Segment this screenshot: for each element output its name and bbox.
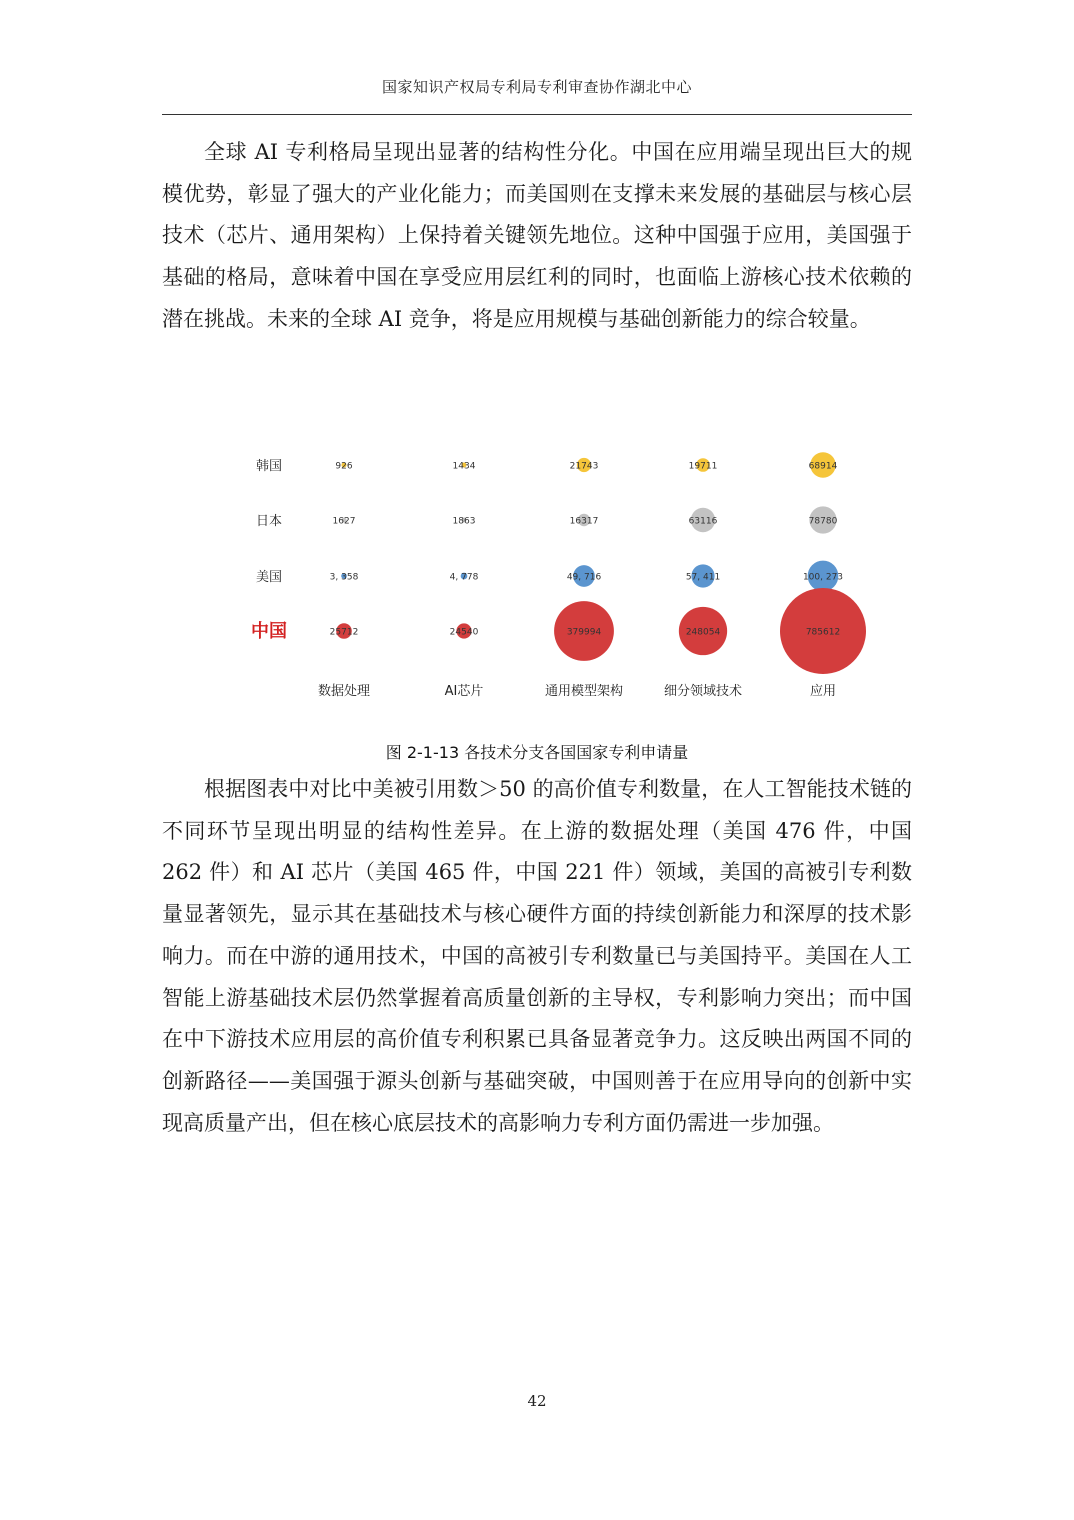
header-rule [162, 114, 912, 115]
category-label-1: AI芯片 [445, 683, 484, 699]
category-label-2: 通用模型架构 [545, 683, 623, 699]
bubble-label-r3-c2: 379994 [567, 628, 602, 638]
row-label-2: 美国 [256, 570, 282, 585]
bubble-label-r1-c1: 1863 [453, 517, 476, 527]
page-number: 42 [162, 1392, 912, 1410]
bubble-label-r1-c4: 78780 [809, 517, 838, 527]
figure-caption: 图 2-1-13 各技术分支各国国家专利申请量 [162, 740, 912, 763]
bubble-chart [225, 430, 885, 720]
bubble-chart-svg [225, 430, 885, 720]
paragraph-intro: 全球 AI 专利格局呈现出显著的结构性分化。中国在应用端呈现出巨大的规模优势，彰显了强大的产业化能力；而美国则在支撑未来发展的基础层与核心层技术（芯片、通用架构）上保持着关键领先地位。这种中国强于应用，美国强于基础的格局，意味着中国在享受应用层红利的同时，也面临上游核心技术依赖的潜在挑战。未来的全球 AI 竞争，将是应用规模与基础创新能力的综合较量。 [162, 132, 912, 341]
paragraph-analysis: 根据图表中对比中美被引用数＞50 的高价值专利数量，在人工智能技术链的不同环节呈现出明显的结构性差异。在上游的数据处理（美国 476 件，中国 262 件）和 AI 芯片（美国 465 件，中国 221 件）领域，美国的高被引专利数量显著领先，显示其在基础技术与核心硬件方面的持续创新能力和深厚的技术影响力。而在中游的通用技术，中国的高被引专利数量已与美国持平。美国在人工智能上游基础技术层仍然掌握着高质量创新的主导权，专利影响力突出；而中国在中下游技术应用层的高价值专利积累已具备显著竞争力。这反映出两国不同的创新路径——美国强于源头创新与基础突破，中国则善于在应用导向的创新中实现高质量产出，但在核心底层技术的高影响力专利方面仍需进一步加强。 [162, 769, 912, 1144]
row-label-1: 日本 [256, 513, 282, 529]
category-label-4: 应用 [810, 683, 836, 699]
bubble-label-r2-c1: 4, 778 [450, 573, 479, 583]
row-label-0: 韩国 [256, 458, 282, 474]
bubble-label-r0-c3: 19711 [689, 462, 718, 472]
bubble-label-r3-c3: 248054 [686, 628, 721, 638]
category-label-0: 数据处理 [318, 683, 370, 699]
bubble-label-r1-c2: 16317 [570, 517, 599, 527]
bubble-label-r3-c4: 785612 [806, 628, 840, 638]
bubble-label-r2-c3: 57, 411 [686, 573, 720, 583]
bubble-label-r0-c1: 1434 [453, 462, 476, 472]
bubble-label-r1-c0: 1627 [333, 517, 356, 527]
page-header: 国家知识产权局专利局专利审查协作湖北中心 [162, 76, 912, 97]
bubble-label-r0-c2: 21743 [570, 462, 599, 472]
bubble-label-r1-c3: 63116 [689, 517, 718, 527]
bubble-label-r3-c1: 24540 [450, 628, 479, 638]
category-label-3: 细分领域技术 [664, 683, 742, 699]
bubble-label-r0-c4: 68914 [809, 462, 838, 472]
row-label-3: 中国 [251, 620, 287, 642]
bubble-label-r3-c0: 25712 [330, 628, 359, 638]
bubble-label-r0-c0: 926 [335, 462, 352, 472]
bubble-label-r2-c4: 100, 273 [803, 573, 843, 583]
bubble-label-r2-c2: 49, 716 [567, 573, 602, 583]
bubble-label-r2-c0: 3, 358 [330, 573, 359, 583]
